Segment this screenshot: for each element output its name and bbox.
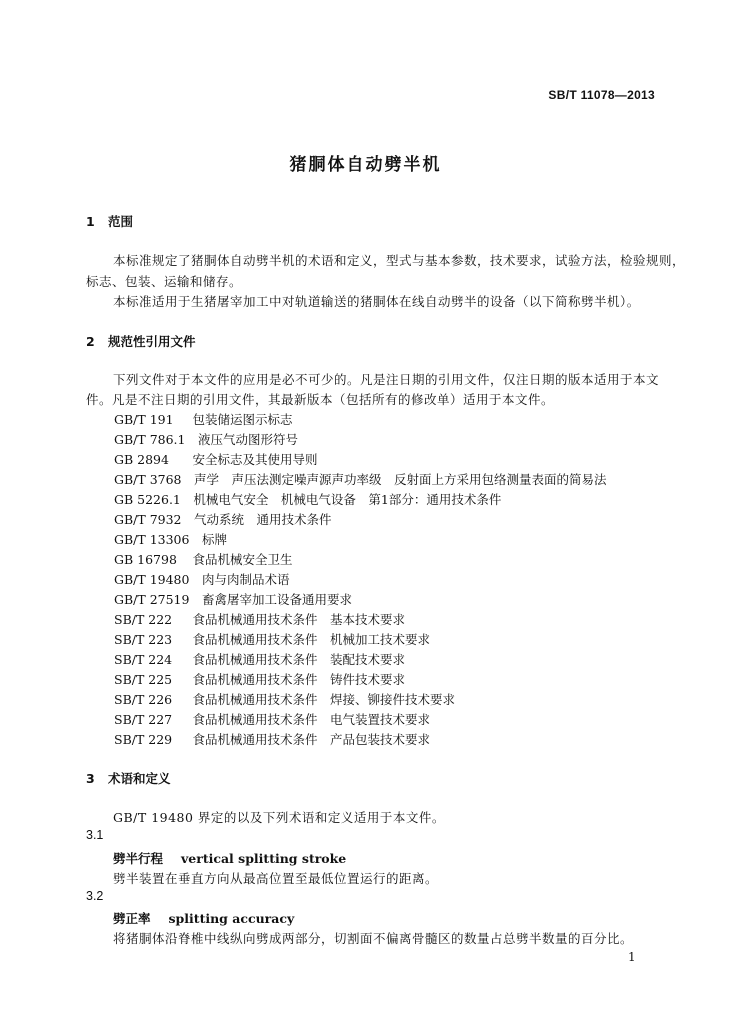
reference-code: GB 2894 [114, 452, 169, 467]
reference-item [114, 430, 298, 448]
section-number: 3 [86, 771, 95, 786]
scope-paragraph-line: 本标准适用于生猪屠宰加工中对轨道输送的猪胴体在线自动劈半的设备（以下简称劈半机）。 [113, 294, 640, 309]
term-chinese: 劈半行程 [113, 851, 164, 866]
section-1-heading [86, 212, 133, 230]
reference-code: GB/T 3768 [114, 472, 182, 487]
reference-item [114, 590, 352, 608]
standard-code: SB/T 11078—2013 [548, 88, 655, 102]
section-title: 术语和定义 [108, 771, 171, 786]
reference-code: SB/T 222 [114, 612, 173, 627]
reference-title: 声学 声压法测定噪声源声功率级 反射面上方采用包络测量表面的简易法 [194, 472, 607, 487]
reference-title: 食品机械通用技术条件 基本技术要求 [192, 612, 406, 627]
term-english: vertical splitting stroke [181, 851, 347, 866]
reference-code: SB/T 226 [114, 692, 173, 707]
reference-item [114, 530, 227, 548]
section-number: 2 [86, 334, 95, 349]
references-intro-line: 件。凡是不注日期的引用文件，其最新版本（包括所有的修改单）适用于本文件。 [86, 392, 555, 407]
reference-code: GB 5226.1 [114, 492, 181, 507]
page-number: 1 [628, 950, 636, 964]
reference-title: 肉与肉制品术语 [201, 572, 290, 587]
reference-code: SB/T 227 [114, 712, 173, 727]
reference-code: GB/T 13306 [114, 532, 190, 547]
reference-code: SB/T 224 [114, 652, 173, 667]
scope-paragraph-line: 本标准规定了猪胴体自动劈半机的术语和定义，型式与基本参数，技术要求，试验方法，检验规则， [113, 253, 686, 268]
reference-title: 畜禽屠宰加工设备通用要求 [201, 592, 352, 607]
reference-item [114, 470, 607, 488]
reference-item [114, 730, 430, 748]
section-title: 规范性引用文件 [108, 334, 196, 349]
reference-item [114, 630, 430, 648]
reference-item [114, 670, 405, 688]
reference-item [114, 490, 501, 508]
reference-code: GB 16798 [114, 552, 177, 567]
reference-code: SB/T 229 [114, 732, 173, 747]
scope-paragraph-line: 标志、包装、运输和储存。 [86, 274, 243, 289]
reference-item [114, 710, 430, 728]
reference-title: 食品机械通用技术条件 电气装置技术要求 [192, 712, 431, 727]
document-title: 猪胴体自动劈半机 [289, 155, 442, 175]
term-heading [113, 849, 346, 867]
reference-item [114, 650, 405, 668]
reference-title: 食品机械通用技术条件 铸件技术要求 [192, 672, 406, 687]
reference-code: GB/T 19480 [114, 572, 190, 587]
references-intro-line: 下列文件对于本文件的应用是必不可少的。凡是注日期的引用文件，仅注日期的版本适用于本文 [113, 372, 660, 387]
reference-item [114, 610, 405, 628]
reference-title: 食品机械通用技术条件 装配技术要求 [192, 652, 406, 667]
section-title: 范围 [108, 214, 134, 229]
reference-title: 食品机械通用技术条件 机械加工技术要求 [192, 632, 431, 647]
term-definition: 将猪胴体沿脊椎中线纵向劈成两部分，切割面不偏离骨髓区的数量占总劈半数量的百分比。 [113, 931, 634, 946]
reference-code: SB/T 225 [114, 672, 173, 687]
term-heading [113, 909, 294, 927]
reference-title: 安全标志及其使用导则 [192, 452, 318, 467]
reference-title: 标牌 [201, 532, 227, 547]
reference-code: GB/T 7932 [114, 512, 182, 527]
reference-title: 液压气动图形符号 [198, 432, 299, 447]
reference-title: 食品机械安全卫生 [192, 552, 293, 567]
reference-title: 包装储运图示标志 [192, 412, 293, 427]
term-number: 3.1 [86, 828, 104, 842]
term-number: 3.2 [86, 889, 104, 903]
reference-title: 气动系统 通用技术条件 [194, 512, 332, 527]
reference-item [114, 410, 293, 428]
reference-title: 食品机械通用技术条件 焊接、铆接件技术要求 [192, 692, 456, 707]
terms-intro: GB/T 19480 界定的以及下列术语和定义适用于本文件。 [113, 810, 445, 825]
reference-code: GB/T 786.1 [114, 432, 186, 447]
reference-item [114, 690, 455, 708]
reference-code: GB/T 191 [114, 412, 174, 427]
term-chinese: 劈正率 [113, 911, 151, 926]
reference-item [114, 510, 332, 528]
term-english: splitting accuracy [168, 911, 295, 926]
reference-item [114, 550, 293, 568]
reference-item [114, 570, 290, 588]
reference-code: GB/T 27519 [114, 592, 190, 607]
reference-title: 食品机械通用技术条件 产品包装技术要求 [192, 732, 431, 747]
reference-code: SB/T 223 [114, 632, 173, 647]
reference-item [114, 450, 318, 468]
section-number: 1 [86, 214, 95, 229]
reference-title: 机械电气安全 机械电气设备 第1部分：通用技术条件 [193, 492, 502, 507]
section-2-heading [86, 332, 196, 350]
section-3-heading [86, 769, 171, 787]
term-definition: 劈半装置在垂直方向从最高位置至最低位置运行的距离。 [113, 871, 439, 886]
